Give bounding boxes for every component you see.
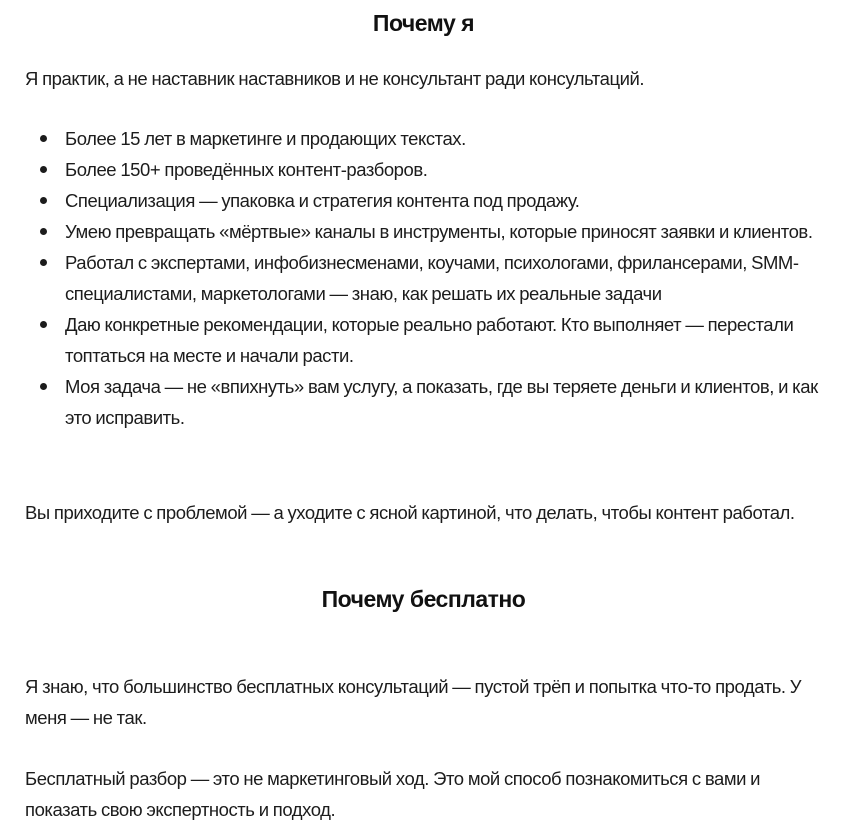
why-free-paragraph-2: Бесплатный разбор — это не маркетинговый ход. Это мой способ познакомиться с вами и показать свою экспертность и подход. (25, 768, 761, 820)
bullet-text: Моя задача — не «впихнуть» вам услугу, а показать, где вы теряете деньги и клиентов, и как это исправить. (65, 376, 818, 428)
bullet-dot-icon (40, 383, 47, 390)
why-me-intro: Я практик, а не наставник наставников и не консультант ради консультаций. (25, 68, 645, 89)
bullet-dot-icon (40, 166, 47, 173)
why-me-outro: Вы приходите с проблемой — а уходите с ясной картиной, что делать, чтобы контент работал. (25, 502, 795, 523)
bullet-dot-icon (40, 135, 47, 142)
bullet-item (0, 371, 847, 433)
bullet-dot-icon (40, 321, 47, 328)
bullet-item (0, 247, 847, 309)
bullet-dot-icon (40, 259, 47, 266)
bullet-text: Умею превращать «мёртвые» каналы в инструменты, которые приносят заявки и клиентов. (65, 221, 813, 242)
bullet-item (0, 123, 847, 154)
bullet-text: Работал с экспертами, инфобизнесменами, коучами, психологами, фрилансерами, SMM-специалистами, маркетологами — знаю, как решать их реальные задачи (65, 252, 799, 304)
bullet-text: Более 15 лет в маркетинге и продающих текстах. (65, 128, 466, 149)
bullet-item (0, 154, 847, 185)
why-me-bullet-list (0, 123, 847, 433)
bullet-dot-icon (40, 197, 47, 204)
why-free-heading: Почему бесплатно (321, 586, 526, 612)
why-me-heading: Почему я (372, 10, 475, 36)
bullet-text: Специализация — упаковка и стратегия контента под продажу. (65, 190, 580, 211)
bullet-text: Более 150+ проведённых контент-разборов. (65, 159, 428, 180)
bullet-item (0, 216, 847, 247)
why-free-paragraph-1: Я знаю, что большинство бесплатных консультаций — пустой трёп и попытка что-то продать. У меня — не так. (25, 676, 802, 728)
bullet-dot-icon (40, 228, 47, 235)
bullet-item (0, 185, 847, 216)
bullet-text: Даю конкретные рекомендации, которые реально работают. Кто выполняет — перестали топтаться на месте и начали расти. (65, 314, 794, 366)
bullet-item (0, 309, 847, 371)
